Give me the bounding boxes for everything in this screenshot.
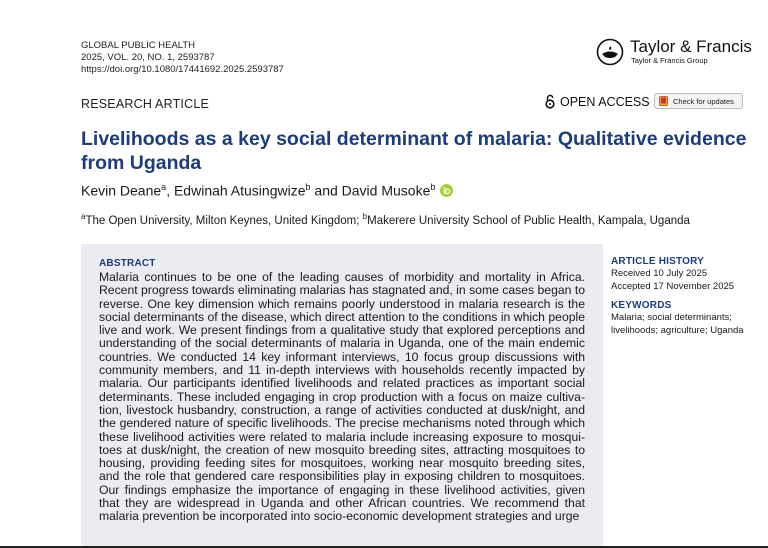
affiliations <box>81 212 690 227</box>
author-name[interactable]: Edwinah Atusingwize <box>173 182 306 199</box>
article-history-heading: ARTICLE HISTORY <box>611 256 705 267</box>
orcid-icon[interactable] <box>440 184 453 197</box>
open-access-text: OPEN ACCESS <box>560 94 650 109</box>
abstract-heading: ABSTRACT <box>99 258 156 269</box>
check-for-updates-button[interactable] <box>654 93 743 109</box>
journal-volume: 2025, VOL. 20, NO. 1, 2593787 <box>81 52 215 63</box>
publisher-name: Taylor & Francis <box>630 37 752 56</box>
abstract-text: Malaria continues to be one of the leading causes of morbidity and mortality in Africa. Recent progress towards eliminating malarias has stagnated and, in some cases began to reverse. One key dimension which remains poorly understood in malaria research is the social determinants of the disease, which direct attention to the conditions in which people live and work. We present findings from a qualitative study that explored perceptions and understanding of the social determinants of malaria in Uganda, one of the main endemic countries. We conducted 14 key informant interviews, 10 focus group discussions with community members, and 11 in-depth interviews with households recently impacted by malaria. Our participants identified livelihoods and related practices as important social determinants. These included engaging in crop production with a focus on maize cultivation, livestock husbandry, construction, a range of activities conducted at dusk/night, and the gendered nature of specific livelihoods. The precise mechanisms noted through which these livelihood activities were related to malaria include increasing exposure to mosquitoes at dusk/night, the creation of new mosquito breeding sites, attracting mosquitoes to housing, providing feeding sites for mosquitoes, working near mosquito breeding sites, and the role that gendered care responsibilities play in exposing children to mosquitoes. Our findings emphasize the importance of engaging in these livelihood activities, given that they are widespread in Uganda and other African countries. We recommend that malaria prevention be incorporated into socio-economic development strategies and urge <box>99 270 585 524</box>
journal-name: GLOBAL PUBLIC HEALTH <box>81 40 196 51</box>
accepted-date: Accepted 17 November 2025 <box>611 280 735 292</box>
author-name[interactable]: David Musoke <box>341 182 431 199</box>
open-access-lock-icon <box>545 94 555 109</box>
author-name[interactable]: Kevin Deane <box>81 182 162 199</box>
author-and: and <box>310 182 342 199</box>
doi-link[interactable]: https://doi.org/10.1080/17441692.2025.2593787 <box>81 64 284 75</box>
article-type: RESEARCH ARTICLE <box>81 97 210 111</box>
affiliation-text: The Open University, Milton Keynes, United Kingdom; <box>85 214 363 227</box>
author-affiliation-marker: a <box>161 182 167 192</box>
affiliation-marker: a <box>81 212 86 221</box>
publisher-group: Taylor & Francis Group <box>631 56 708 65</box>
open-access-label <box>545 94 650 109</box>
abstract-box <box>81 244 603 548</box>
taylor-francis-lamp-icon <box>596 38 624 66</box>
author-separator: , <box>166 182 174 199</box>
author-affiliation-marker: b <box>430 182 436 192</box>
journal-info <box>81 40 284 76</box>
publisher-logo <box>596 38 752 66</box>
keywords-text: Malaria; social determinants; livelihoods; agriculture; Uganda <box>611 312 744 336</box>
affiliation-text: Makerere University School of Public Health, Kampala, Uganda <box>367 214 690 227</box>
affiliation-marker: b <box>362 212 368 221</box>
author-affiliation-marker: b <box>305 182 311 192</box>
author-list <box>81 182 453 199</box>
article-sidebar <box>611 256 761 337</box>
check-updates-icon <box>659 96 668 106</box>
keywords-heading: KEYWORDS <box>611 300 672 311</box>
article-title: Livelihoods as a key social determinant of malaria: Qualitative evidence from Uganda <box>81 128 747 174</box>
received-date: Received 10 July 2025 <box>611 268 708 279</box>
check-updates-label: Check for updates <box>673 96 734 106</box>
